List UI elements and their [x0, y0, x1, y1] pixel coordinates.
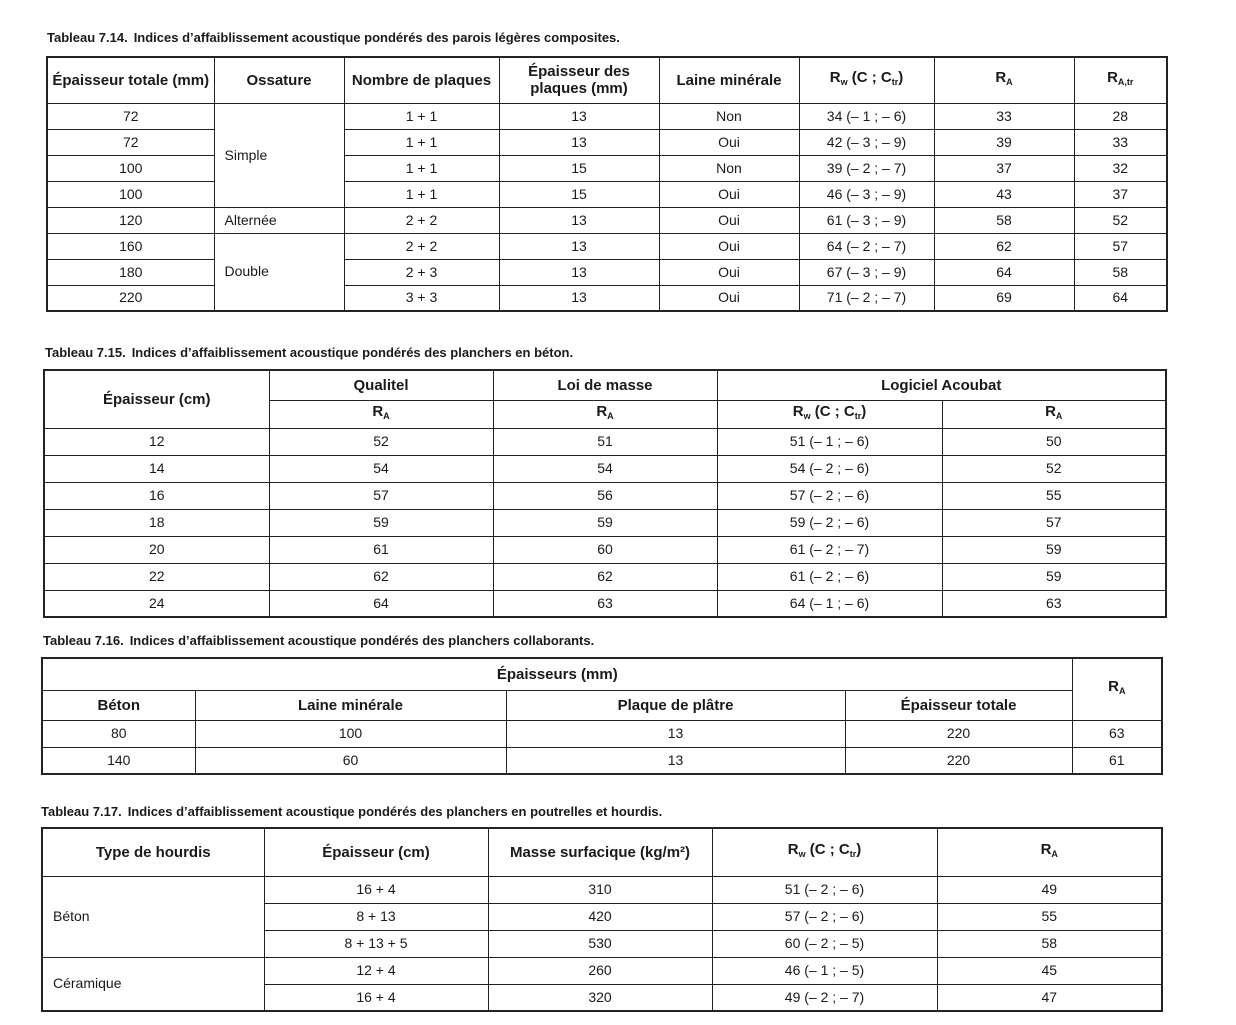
cell-epaisseur: 100 [47, 181, 214, 207]
header-epaisseur-totale: Épaisseur totale [845, 690, 1072, 720]
cell-ratr: 57 [1074, 233, 1167, 259]
header-plaque-platre: Plaque de plâtre [506, 690, 845, 720]
cell-rw: 61 (– 2 ; – 6) [717, 563, 942, 590]
cell-qualitel: 57 [269, 482, 493, 509]
cell-masse: 320 [488, 984, 712, 1011]
cell-nombre: 1 + 1 [344, 181, 499, 207]
table-7-14 [46, 56, 1168, 312]
header-epaisseur-totale: Épaisseur totale (mm) [47, 57, 214, 103]
cell-ra: 39 [934, 129, 1074, 155]
header-nombre-plaques: Nombre de plaques [344, 57, 499, 103]
caption-table-7-15 [45, 345, 573, 360]
cell-nombre: 1 + 1 [344, 155, 499, 181]
table-row [47, 233, 1167, 259]
cell-nombre: 1 + 1 [344, 103, 499, 129]
cell-plaques: 13 [499, 103, 659, 129]
cell-qualitel: 64 [269, 590, 493, 617]
cell-nombre: 2 + 2 [344, 207, 499, 233]
table-row [44, 563, 1166, 590]
header-beton: Béton [42, 690, 195, 720]
table-row [42, 720, 1162, 747]
header-epaisseurs: Épaisseurs (mm) [42, 658, 1072, 690]
header-logiciel-acoubat: Logiciel Acoubat [717, 370, 1166, 400]
cell-epaisseur: 24 [44, 590, 269, 617]
cell-epaisseur: 20 [44, 536, 269, 563]
cell-rw: 42 (– 3 ; – 9) [799, 129, 934, 155]
cell-rw: 54 (– 2 ; – 6) [717, 455, 942, 482]
cell-nombre: 2 + 2 [344, 233, 499, 259]
header-row [42, 658, 1162, 690]
cell-ra: 59 [942, 563, 1166, 590]
caption-table-7-17 [41, 804, 662, 819]
cell-plaques: 13 [499, 233, 659, 259]
cell-rw: 61 (– 2 ; – 7) [717, 536, 942, 563]
cell-ratr: 33 [1074, 129, 1167, 155]
header-epaisseur: Épaisseur (cm) [44, 370, 269, 428]
cell-beton: 80 [42, 720, 195, 747]
caption-number: Tableau 7.16. [43, 633, 124, 648]
cell-ratr: 64 [1074, 285, 1167, 311]
cell-ra: 55 [942, 482, 1166, 509]
cell-epaisseur: 220 [47, 285, 214, 311]
cell-masse: 260 [488, 957, 712, 984]
cell-epaisseur: 12 [44, 428, 269, 455]
cell-loi: 56 [493, 482, 717, 509]
cell-ra: 49 [937, 876, 1162, 903]
cell-rw: 46 (– 3 ; – 9) [799, 181, 934, 207]
cell-laine: Oui [659, 285, 799, 311]
cell-rw: 34 (– 1 ; – 6) [799, 103, 934, 129]
header-row [47, 57, 1167, 103]
cell-epaisseur: 16 [44, 482, 269, 509]
header-rw-c-ctr: $R_w$ (C ; $C_{tr}$) [799, 57, 934, 103]
cell-qualitel: 62 [269, 563, 493, 590]
cell-plaques: 15 [499, 155, 659, 181]
cell-plaques: 13 [499, 285, 659, 311]
cell-epaisseur: 160 [47, 233, 214, 259]
cell-ra: 62 [934, 233, 1074, 259]
header-type-hourdis: Type de hourdis [42, 828, 264, 876]
caption-table-7-14 [47, 30, 620, 45]
cell-epaisseur: 180 [47, 259, 214, 285]
cell-rw: 51 (– 2 ; – 6) [712, 876, 937, 903]
header-loi-de-masse: Loi de masse [493, 370, 717, 400]
cell-rw: 60 (– 2 ; – 5) [712, 930, 937, 957]
caption-text: Indices d’affaiblissement acoustique pondérés des parois légères composites. [133, 30, 620, 45]
caption-text: Indices d’affaiblissement acoustique pondérés des planchers en poutrelles et hourdis. [127, 804, 663, 819]
cell-laine: Oui [659, 207, 799, 233]
header-masse-surfacique: Masse surfacique (kg/m²) [488, 828, 712, 876]
header-ra-tr: $R_{A,tr}$ [1074, 57, 1167, 103]
cell-totale: 220 [845, 720, 1072, 747]
cell-rw: 64 (– 2 ; – 7) [799, 233, 934, 259]
cell-masse: 530 [488, 930, 712, 957]
cell-qualitel: 52 [269, 428, 493, 455]
cell-rw: 39 (– 2 ; – 7) [799, 155, 934, 181]
cell-ra: 55 [937, 903, 1162, 930]
cell-ratr: 32 [1074, 155, 1167, 181]
cell-nombre: 3 + 3 [344, 285, 499, 311]
cell-laine: Oui [659, 259, 799, 285]
cell-loi: 62 [493, 563, 717, 590]
header-ra-acoubat: $R_A$ [942, 400, 1166, 428]
table-7-16 [41, 657, 1163, 775]
cell-plaques: 13 [499, 207, 659, 233]
cell-laine: Oui [659, 233, 799, 259]
table-row [44, 482, 1166, 509]
header-laine-minerale: Laine minérale [659, 57, 799, 103]
cell-totale: 220 [845, 747, 1072, 774]
cell-ra: 63 [1072, 720, 1162, 747]
header-laine-minerale: Laine minérale [195, 690, 506, 720]
header-ra: $R_A$ [937, 828, 1162, 876]
header-rw-c-ctr: $R_w$ (C ; $C_{tr}$) [717, 400, 942, 428]
table-row [44, 428, 1166, 455]
cell-qualitel: 59 [269, 509, 493, 536]
table-row [47, 207, 1167, 233]
table-7-17 [41, 827, 1163, 1012]
cell-ra: 33 [934, 103, 1074, 129]
cell-ra: 63 [942, 590, 1166, 617]
cell-epaisseur: 100 [47, 155, 214, 181]
cell-plaques: 13 [499, 259, 659, 285]
cell-ratr: 52 [1074, 207, 1167, 233]
cell-laine: Non [659, 155, 799, 181]
table-7-15 [43, 369, 1167, 618]
cell-epaisseur: 8 + 13 [264, 903, 488, 930]
cell-plaques: 13 [499, 129, 659, 155]
cell-rw: 71 (– 2 ; – 7) [799, 285, 934, 311]
header-ra-loi: $R_A$ [493, 400, 717, 428]
cell-laine: Oui [659, 181, 799, 207]
cell-qualitel: 61 [269, 536, 493, 563]
header-row [44, 370, 1166, 400]
cell-laine: Non [659, 103, 799, 129]
cell-ratr: 58 [1074, 259, 1167, 285]
cell-rw: 59 (– 2 ; – 6) [717, 509, 942, 536]
cell-laine: Oui [659, 129, 799, 155]
cell-ra: 45 [937, 957, 1162, 984]
cell-ra: 57 [942, 509, 1166, 536]
cell-ra: 69 [934, 285, 1074, 311]
cell-ra: 52 [942, 455, 1166, 482]
caption-number: Tableau 7.17. [41, 804, 122, 819]
cell-ra: 58 [934, 207, 1074, 233]
cell-rw: 64 (– 1 ; – 6) [717, 590, 942, 617]
cell-rw: 67 (– 3 ; – 9) [799, 259, 934, 285]
cell-ra: 61 [1072, 747, 1162, 774]
cell-epaisseur: 14 [44, 455, 269, 482]
cell-epaisseur: 16 + 4 [264, 876, 488, 903]
table-row [44, 509, 1166, 536]
cell-platre: 13 [506, 720, 845, 747]
table-row [44, 590, 1166, 617]
cell-beton: 140 [42, 747, 195, 774]
cell-masse: 310 [488, 876, 712, 903]
cell-rw: 61 (– 3 ; – 9) [799, 207, 934, 233]
cell-loi: 51 [493, 428, 717, 455]
header-ra: $R_A$ [934, 57, 1074, 103]
cell-ossature-alternee: Alternée [214, 207, 344, 233]
cell-ossature-double: Double [214, 233, 344, 311]
cell-epaisseur: 12 + 4 [264, 957, 488, 984]
cell-loi: 63 [493, 590, 717, 617]
cell-laine: 60 [195, 747, 506, 774]
cell-rw: 49 (– 2 ; – 7) [712, 984, 937, 1011]
cell-ra: 47 [937, 984, 1162, 1011]
cell-epaisseur: 18 [44, 509, 269, 536]
cell-epaisseur: 8 + 13 + 5 [264, 930, 488, 957]
cell-rw: 46 (– 1 ; – 5) [712, 957, 937, 984]
header-epaisseur: Épaisseur (cm) [264, 828, 488, 876]
table-row [42, 957, 1162, 984]
table-row [42, 876, 1162, 903]
cell-ratr: 37 [1074, 181, 1167, 207]
header-rw-c-ctr: $R_w$ (C ; $C_{tr}$) [712, 828, 937, 876]
cell-plaques: 15 [499, 181, 659, 207]
caption-text: Indices d’affaiblissement acoustique pondérés des planchers en béton. [131, 345, 574, 360]
cell-laine: 100 [195, 720, 506, 747]
cell-loi: 54 [493, 455, 717, 482]
cell-rw: 57 (– 2 ; – 6) [717, 482, 942, 509]
cell-rw: 57 (– 2 ; – 6) [712, 903, 937, 930]
cell-platre: 13 [506, 747, 845, 774]
header-ra: $R_A$ [1072, 658, 1162, 720]
cell-type-beton: Béton [42, 876, 264, 957]
header-ossature: Ossature [214, 57, 344, 103]
cell-epaisseur: 120 [47, 207, 214, 233]
cell-ossature-simple: Simple [214, 103, 344, 207]
caption-text: Indices d’affaiblissement acoustique pondérés des planchers collaborants. [129, 633, 595, 648]
table-row [44, 455, 1166, 482]
cell-ra: 64 [934, 259, 1074, 285]
cell-ra: 50 [942, 428, 1166, 455]
table-row [44, 536, 1166, 563]
caption-number: Tableau 7.14. [47, 30, 128, 45]
cell-nombre: 1 + 1 [344, 129, 499, 155]
cell-epaisseur: 72 [47, 103, 214, 129]
subheader-row [42, 690, 1162, 720]
cell-ra: 58 [937, 930, 1162, 957]
cell-ra: 43 [934, 181, 1074, 207]
header-epaisseur-plaques: Épaisseur des plaques (mm) [499, 57, 659, 103]
cell-epaisseur: 72 [47, 129, 214, 155]
table-row [47, 103, 1167, 129]
cell-masse: 420 [488, 903, 712, 930]
cell-nombre: 2 + 3 [344, 259, 499, 285]
cell-qualitel: 54 [269, 455, 493, 482]
caption-number: Tableau 7.15. [45, 345, 126, 360]
table-row [42, 747, 1162, 774]
header-row [42, 828, 1162, 876]
cell-epaisseur: 16 + 4 [264, 984, 488, 1011]
header-qualitel: Qualitel [269, 370, 493, 400]
cell-loi: 60 [493, 536, 717, 563]
cell-ra: 59 [942, 536, 1166, 563]
cell-epaisseur: 22 [44, 563, 269, 590]
cell-type-ceramique: Céramique [42, 957, 264, 1011]
header-ra-qualitel: $R_A$ [269, 400, 493, 428]
caption-table-7-16 [43, 633, 594, 648]
cell-ratr: 28 [1074, 103, 1167, 129]
cell-loi: 59 [493, 509, 717, 536]
cell-ra: 37 [934, 155, 1074, 181]
cell-rw: 51 (– 1 ; – 6) [717, 428, 942, 455]
